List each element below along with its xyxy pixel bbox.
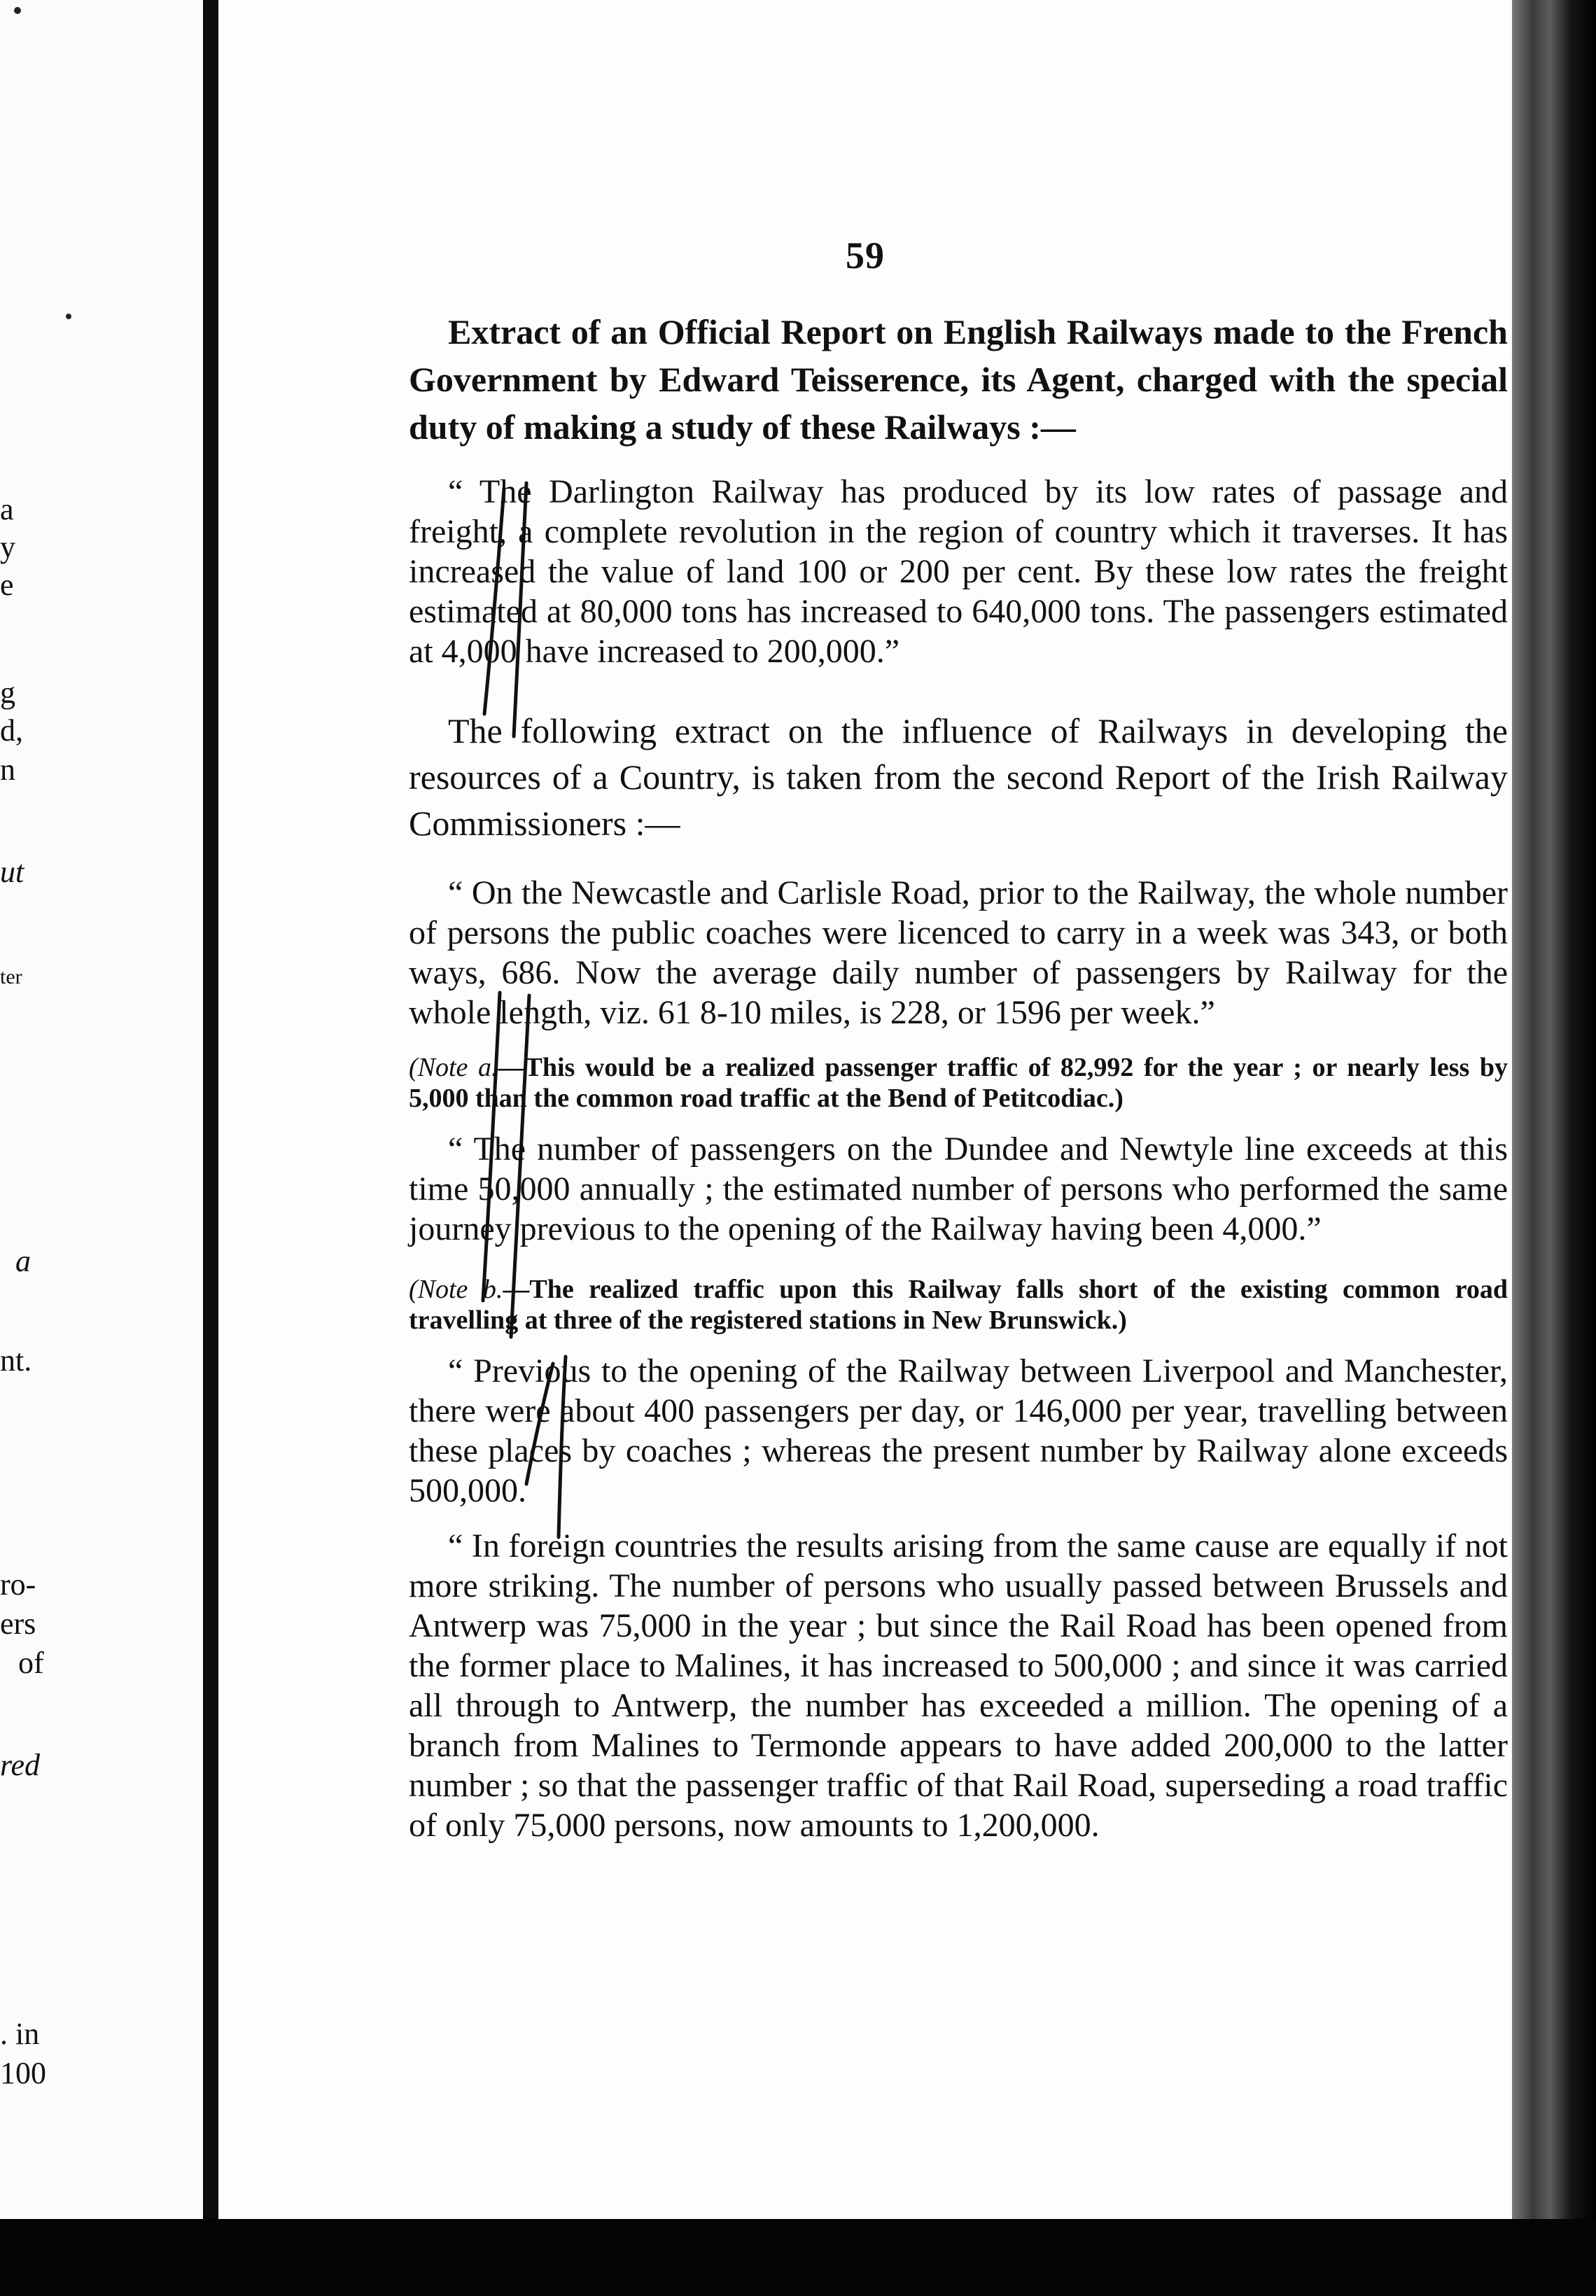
note-a (409, 1052, 1508, 1114)
page-edge-shadow (1512, 0, 1596, 2296)
left-fragment: red (0, 1748, 41, 1782)
left-fragment: a (15, 1244, 31, 1278)
left-fragment: y (0, 530, 15, 564)
intro-paragraph-irish-report: The following extract on the influence of Railways in developing the resources of a Country, is taken from the second Report of the Irish Railway Commissioners :— (409, 711, 1508, 843)
page-59 (218, 0, 1512, 2219)
quote-foreign-countries: “ In foreign countries the results arising from the same cause are equally if not more striking. The number of persons who usually passed between Brussels and Antwerp was 75,000 in the year ; but since the Rail Road has been opened from the former place to Malines, it has increased to 500,000 ; and since it was carried all through to Antwerp, the number has exceeded a million. The opening of a branch from Malines to Termonde appears to have added 200,000 to the latter number ; so that the passenger traffic of that Rail Road, superseding a road traffic of only 75,000 persons, now amounts to 1,200,000. (409, 1527, 1508, 1844)
left-fragment: of (18, 1646, 44, 1680)
left-fragment: nt. (0, 1343, 32, 1378)
quote-dundee-newtyle: “ The number of passengers on the Dundee and Newtyle line exceeds at this time 50,000 annually ; the estimated number of persons who performed the same journey previous to the opening of the Railway having been 4,000.” (409, 1130, 1508, 1247)
left-fragment: a (0, 492, 14, 526)
quote-liverpool-manchester: “ Previous to the opening of the Railway between Liverpool and Manchester, there were about 400 passengers per day, or 146,000 per year, travelling between these places by coaches ; whereas the present number by Railway alone exceeds 500,000. (409, 1352, 1508, 1509)
left-fragment: e (0, 568, 14, 602)
ink-spot (14, 7, 21, 14)
left-fragment: . in (0, 2017, 40, 2051)
left-fragment: ut (0, 855, 24, 889)
note-b (409, 1274, 1508, 1336)
note-b-text: —The realized traffic upon this Railway falls short of the existing common road travelling at three of the registered stations in New Brunswick.) (409, 1275, 1508, 1335)
left-fragment: ro- (0, 1567, 36, 1602)
intro-paragraph: Extract of an Official Report on English Railways made to the French Government by Edward Teisserence, its Agent, charged with the special duty of making a study of these Railways :— (409, 312, 1508, 447)
left-fragment: ers (0, 1606, 36, 1641)
quote-newcastle-carlisle: “ On the Newcastle and Carlisle Road, prior to the Railway, the whole number of persons the public coaches were licenced to carry in a week was 343, or both ways, 686. Now the average daily number of passengers by Railway for the whole length, viz. 61 8-10 miles, is 228, or 1596 per week.” (409, 874, 1508, 1031)
left-page-fragment (0, 0, 203, 2233)
scan-border (0, 2219, 1596, 2296)
left-fragment: 100 (0, 2056, 46, 2090)
note-a-label: (Note a. (409, 1053, 498, 1082)
quote-darlington: “ The Darlington Railway has produced by its low rates of passage and freight, a complete revolution in the region of country which it traverses. It has increased the value of land 100 or 200 per cent. By these low rates the freight estimated at 80,000 tons has increased to 640,000 tons. The passengers estimated at 4,000 have increased to 200,000.” (409, 473, 1508, 670)
left-fragment: n (0, 752, 15, 787)
ink-spot (66, 314, 71, 319)
note-a-text: —This would be a realized passenger traffic of 82,992 for the year ; or nearly less by 5,000 than the common road traffic at the Bend of Petitcodiac.) (409, 1053, 1508, 1113)
book-gutter (203, 0, 218, 2296)
page-body (409, 308, 1508, 1845)
note-b-label: (Note b. (409, 1275, 503, 1304)
left-fragment: d, (0, 713, 23, 748)
left-fragment: ter (0, 965, 22, 988)
left-fragment: g (0, 676, 15, 710)
page-number: 59 (846, 234, 885, 276)
